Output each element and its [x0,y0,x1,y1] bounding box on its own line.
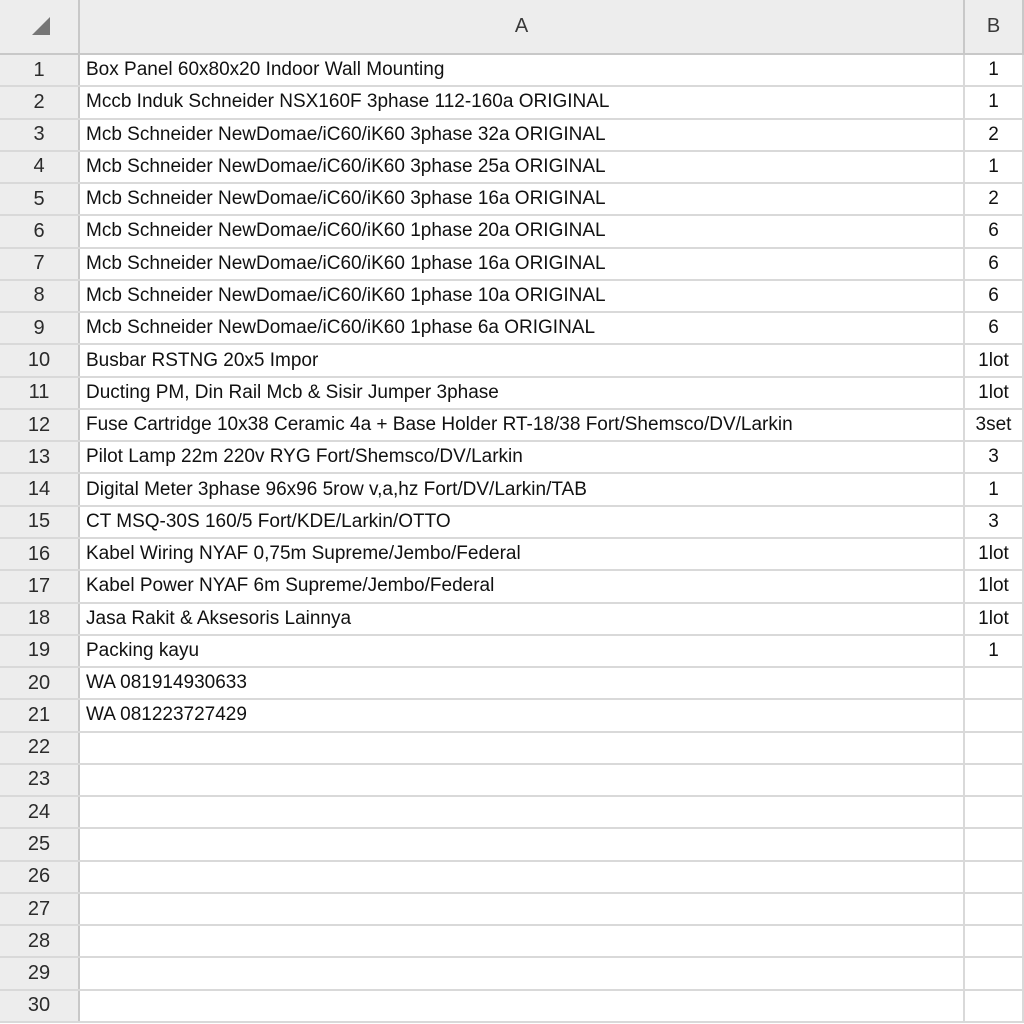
row-header[interactable]: 26 [0,862,80,892]
cell-b[interactable] [965,668,1024,698]
cell-b[interactable] [965,700,1024,730]
cell-a[interactable]: Fuse Cartridge 10x38 Ceramic 4a + Base Holder RT-18/38 Fort/Shemsco/DV/Larkin [80,410,965,440]
cell-a[interactable] [80,765,965,795]
row-header[interactable]: 29 [0,958,80,988]
row-header[interactable]: 14 [0,474,80,504]
row-header[interactable]: 17 [0,571,80,601]
table-row [0,345,1024,377]
table-row [0,539,1024,571]
table-row [0,281,1024,313]
cell-b[interactable] [965,991,1024,1021]
cell-a[interactable]: Mcb Schneider NewDomae/iC60/iK60 1phase 20a ORIGINAL [80,216,965,246]
cell-b[interactable]: 2 [965,120,1024,150]
cell-b[interactable]: 1lot [965,539,1024,569]
cell-a[interactable]: Jasa Rakit & Aksesoris Lainnya [80,604,965,634]
cell-b[interactable]: 6 [965,313,1024,343]
cell-b[interactable] [965,926,1024,956]
cell-b[interactable]: 1lot [965,378,1024,408]
cell-b[interactable] [965,894,1024,924]
table-row [0,991,1024,1023]
cell-a[interactable]: Mcb Schneider NewDomae/iC60/iK60 3phase 16a ORIGINAL [80,184,965,214]
row-header[interactable]: 28 [0,926,80,956]
table-row [0,249,1024,281]
cell-b[interactable]: 3set [965,410,1024,440]
cell-b[interactable] [965,797,1024,827]
row-header[interactable]: 23 [0,765,80,795]
cell-a[interactable]: Mcb Schneider NewDomae/iC60/iK60 1phase 10a ORIGINAL [80,281,965,311]
cell-a[interactable]: WA 081914930633 [80,668,965,698]
select-all-button[interactable] [0,0,80,53]
table-row [0,668,1024,700]
cell-b[interactable]: 3 [965,442,1024,472]
cell-a[interactable] [80,862,965,892]
row-header[interactable]: 25 [0,829,80,859]
cell-a[interactable] [80,894,965,924]
table-row [0,507,1024,539]
column-header-a[interactable]: A [80,0,965,53]
row-header[interactable]: 4 [0,152,80,182]
row-header[interactable]: 21 [0,700,80,730]
table-row [0,571,1024,603]
cell-b[interactable] [965,733,1024,763]
table-row [0,733,1024,765]
table-row [0,829,1024,861]
table-row [0,700,1024,732]
cell-b[interactable]: 1 [965,474,1024,504]
table-row [0,216,1024,248]
table-row [0,636,1024,668]
cell-b[interactable]: 1 [965,55,1024,85]
cell-b[interactable]: 1lot [965,604,1024,634]
grid-body [0,55,1024,1023]
row-header[interactable]: 20 [0,668,80,698]
column-header-row [0,0,1024,55]
cell-a[interactable] [80,991,965,1021]
table-row [0,378,1024,410]
cell-b[interactable] [965,829,1024,859]
row-header[interactable]: 27 [0,894,80,924]
row-header[interactable]: 30 [0,991,80,1021]
table-row [0,797,1024,829]
cell-a[interactable]: Digital Meter 3phase 96x96 5row v,a,hz Fort/DV/Larkin/TAB [80,474,965,504]
row-header[interactable]: 18 [0,604,80,634]
cell-a[interactable]: Pilot Lamp 22m 220v RYG Fort/Shemsco/DV/Larkin [80,442,965,472]
cell-a[interactable]: Mcb Schneider NewDomae/iC60/iK60 1phase 16a ORIGINAL [80,249,965,279]
cell-a[interactable]: CT MSQ-30S 160/5 Fort/KDE/Larkin/OTTO [80,507,965,537]
table-row [0,120,1024,152]
table-row [0,604,1024,636]
cell-a[interactable]: Mcb Schneider NewDomae/iC60/iK60 3phase 25a ORIGINAL [80,152,965,182]
cell-b[interactable] [965,765,1024,795]
row-header[interactable]: 13 [0,442,80,472]
table-row [0,87,1024,119]
row-header[interactable]: 11 [0,378,80,408]
table-row [0,55,1024,87]
cell-b[interactable]: 6 [965,281,1024,311]
cell-b[interactable] [965,958,1024,988]
row-header[interactable]: 5 [0,184,80,214]
row-header[interactable]: 3 [0,120,80,150]
cell-a[interactable] [80,926,965,956]
cell-a[interactable] [80,797,965,827]
cell-a[interactable]: Kabel Wiring NYAF 0,75m Supreme/Jembo/Federal [80,539,965,569]
table-row [0,313,1024,345]
row-header[interactable]: 9 [0,313,80,343]
cell-b[interactable]: 6 [965,249,1024,279]
table-row [0,184,1024,216]
cell-a[interactable]: WA 081223727429 [80,700,965,730]
cell-b[interactable]: 6 [965,216,1024,246]
row-header[interactable]: 24 [0,797,80,827]
row-header[interactable]: 19 [0,636,80,666]
row-header[interactable]: 2 [0,87,80,117]
table-row [0,152,1024,184]
row-header[interactable]: 16 [0,539,80,569]
row-header[interactable]: 22 [0,733,80,763]
row-header[interactable]: 12 [0,410,80,440]
table-row [0,958,1024,990]
table-row [0,410,1024,442]
cell-b[interactable]: 1lot [965,345,1024,375]
cell-a[interactable]: Busbar RSTNG 20x5 Impor [80,345,965,375]
cell-a[interactable] [80,829,965,859]
column-header-b[interactable]: B [965,0,1024,53]
cell-a[interactable]: Ducting PM, Din Rail Mcb & Sisir Jumper 3phase [80,378,965,408]
cell-b[interactable] [965,862,1024,892]
row-header[interactable]: 10 [0,345,80,375]
table-row [0,442,1024,474]
cell-b[interactable]: 1 [965,636,1024,666]
select-all-triangle-icon [32,17,50,35]
table-row [0,894,1024,926]
cell-a[interactable] [80,733,965,763]
table-row [0,474,1024,506]
cell-b[interactable]: 1 [965,152,1024,182]
cell-a[interactable]: Mcb Schneider NewDomae/iC60/iK60 3phase 32a ORIGINAL [80,120,965,150]
cell-a[interactable] [80,958,965,988]
cell-b[interactable]: 1 [965,87,1024,117]
row-header[interactable]: 7 [0,249,80,279]
cell-b[interactable]: 1lot [965,571,1024,601]
table-row [0,862,1024,894]
row-header[interactable]: 1 [0,55,80,85]
cell-a[interactable]: Packing kayu [80,636,965,666]
row-header[interactable]: 6 [0,216,80,246]
row-header[interactable]: 15 [0,507,80,537]
cell-b[interactable]: 3 [965,507,1024,537]
cell-a[interactable]: Kabel Power NYAF 6m Supreme/Jembo/Federal [80,571,965,601]
row-header[interactable]: 8 [0,281,80,311]
cell-a[interactable]: Mccb Induk Schneider NSX160F 3phase 112-160a ORIGINAL [80,87,965,117]
cell-a[interactable]: Box Panel 60x80x20 Indoor Wall Mounting [80,55,965,85]
cell-b[interactable]: 2 [965,184,1024,214]
cell-a[interactable]: Mcb Schneider NewDomae/iC60/iK60 1phase 6a ORIGINAL [80,313,965,343]
table-row [0,926,1024,958]
table-row [0,765,1024,797]
